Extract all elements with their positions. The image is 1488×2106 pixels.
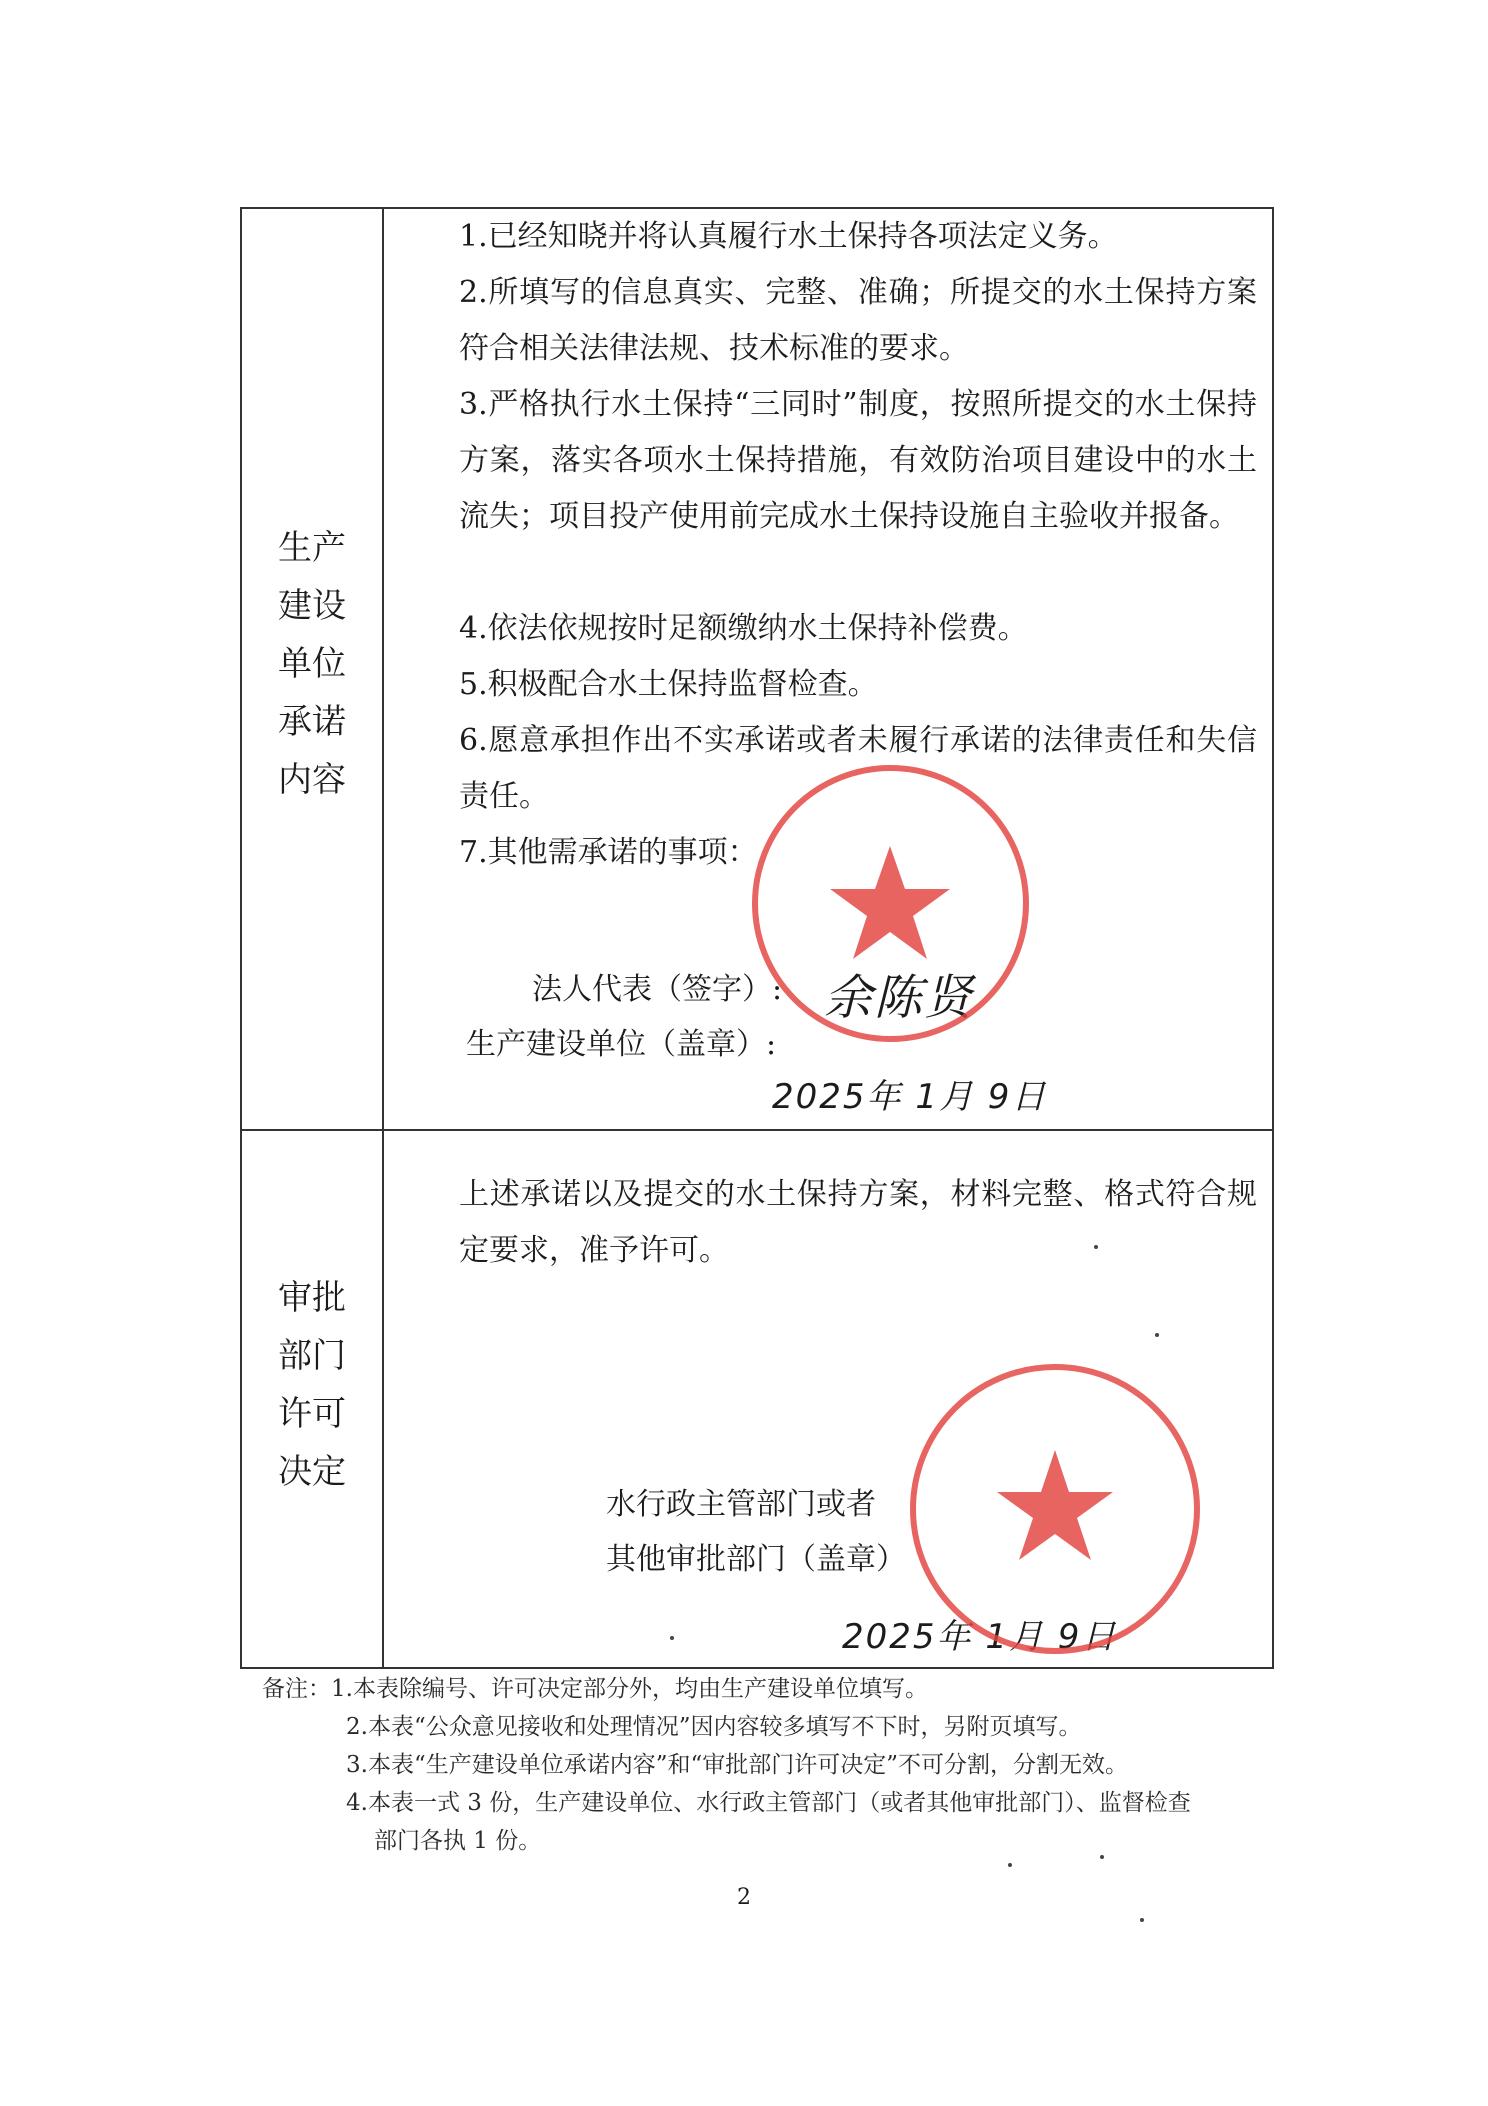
note-line: 4.本表一式 3 份，生产建设单位、水行政主管部门（或者其他审批部门）、监督检查 — [346, 1790, 1191, 1816]
approval-date: 2025年 1月 9日 — [842, 1617, 1118, 1657]
note-line: 部门各执 1 份。 — [374, 1828, 542, 1854]
commitment-text: 7.其他需承诺的事项： — [459, 835, 758, 870]
commitment-item-1 — [397, 209, 1257, 265]
decision-text: 上述承诺以及提交的水土保持方案，材料完整、格式符合规定要求，准予许可。 — [459, 1177, 1257, 1268]
approval-decision — [397, 1167, 1257, 1279]
note-line: 3.本表“生产建设单位承诺内容”和“审批部门许可决定”不可分割，分割无效。 — [346, 1752, 1128, 1778]
commitment-text: 4.依法依规按时足额缴纳水土保持补偿费。 — [459, 611, 1028, 646]
label-line: 单位 — [278, 644, 346, 684]
legal-rep-signature: 余陈贤 — [824, 970, 975, 1026]
approval-seal-stamp — [910, 1364, 1200, 1654]
scan-speck — [1140, 1918, 1144, 1922]
commitment-section-label — [242, 519, 382, 809]
unit-seal-stamp — [752, 765, 1029, 1042]
construction-unit-label: 生产建设单位（盖章）: — [466, 1027, 777, 1062]
scan-speck — [1094, 1245, 1098, 1249]
commitment-text: 1.已经知晓并将认真履行水土保持各项法定义务。 — [459, 219, 1118, 254]
scan-speck — [1155, 1333, 1159, 1337]
label-line: 部门 — [278, 1336, 346, 1376]
commitment-text: 3.严格执行水土保持“三同时”制度，按照所提交的水土保持方案，落实各项水土保持措施，有效防治项目建设中的水土流失；项目投产使用前完成水土保持设施自主验收并报备。 — [459, 387, 1257, 534]
commitment-item-2 — [397, 265, 1257, 377]
scan-speck — [1008, 1863, 1012, 1867]
page-number: 2 — [737, 1885, 751, 1910]
label-line: 建设 — [278, 586, 346, 626]
commitment-text: 2.所填写的信息真实、完整、准确；所提交的水土保持方案符合相关法律法规、技术标准的要求。 — [459, 275, 1257, 366]
legal-representative-label: 法人代表（签字）: — [532, 972, 783, 1007]
notes-section — [262, 1670, 1262, 1860]
seal-graphic — [916, 1370, 1194, 1648]
label-line: 承诺 — [278, 702, 346, 742]
row-divider — [242, 1129, 1272, 1131]
seal-star-icon — [830, 846, 950, 959]
label-line: 审批 — [278, 1278, 346, 1318]
note-line: 2.本表“公众意见接收和处理情况”因内容较多填写不下时，另附页填写。 — [346, 1714, 1082, 1740]
approval-section-label — [242, 1269, 382, 1501]
commitment-date: 2025年 1月 9日 — [772, 1077, 1048, 1117]
authority-line-1: 水行政主管部门或者 — [606, 1487, 876, 1522]
authority-line-2: 其他审批部门（盖章） — [606, 1542, 906, 1577]
seal-graphic — [758, 771, 1023, 1036]
scan-speck — [1100, 1855, 1104, 1859]
column-divider — [382, 209, 384, 1667]
scan-speck — [670, 1636, 674, 1640]
seal-star-icon — [997, 1450, 1113, 1560]
label-line: 许可 — [278, 1394, 346, 1434]
commitment-item-3 — [397, 377, 1257, 545]
note-line: 备注：1.本表除编号、许可决定部分外，均由生产建设单位填写。 — [262, 1676, 928, 1702]
commitment-item-4 — [397, 601, 1257, 657]
label-line: 生产 — [278, 528, 346, 568]
commitment-item-5 — [397, 657, 1257, 713]
commitment-text: 6.愿意承担作出不实承诺或者未履行承诺的法律责任和失信责任。 — [459, 723, 1257, 814]
commitment-text: 5.积极配合水土保持监督检查。 — [459, 667, 878, 702]
label-line: 内容 — [278, 760, 346, 800]
label-line: 决定 — [278, 1452, 346, 1492]
